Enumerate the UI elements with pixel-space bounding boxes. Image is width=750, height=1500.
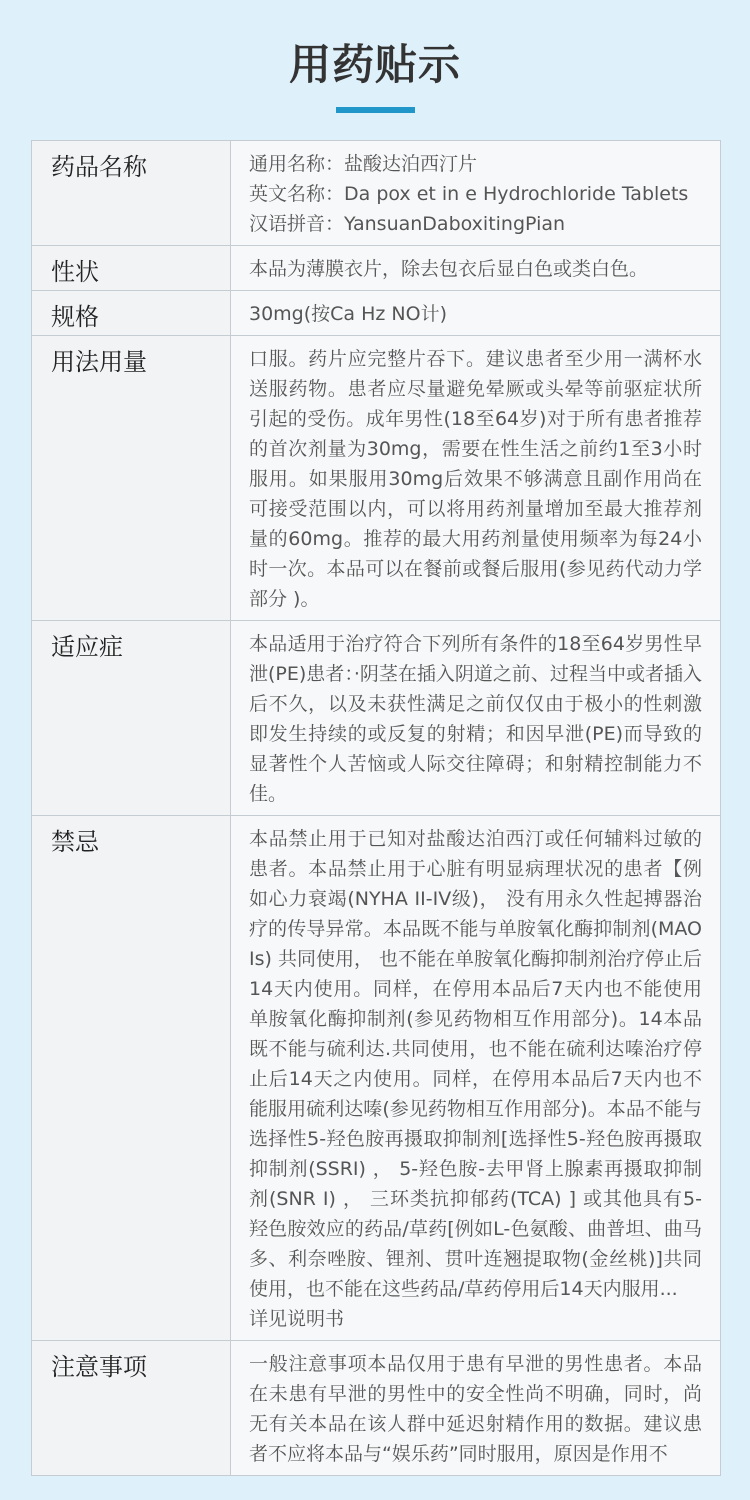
row-value — [231, 816, 721, 1341]
row-label: 规格 — [32, 291, 231, 336]
row-drug-name — [32, 141, 721, 246]
row-value: 一般注意事项本品仅用于患有早泄的男性患者。本品在未患有早泄的男性中的安全性尚不明确，同时，尚无有关本品在该人群中延迟射精作用的数据。建议患者不应将本品与“娱乐药”同时服用，原因是作用不 — [231, 1341, 721, 1476]
row-label: 药品名称 — [32, 141, 231, 246]
row-value: 30mg(按Ca Hz NO计) — [231, 291, 721, 336]
pinyin-name: 汉语拼音：YansuanDaboxitingPian — [249, 213, 566, 235]
drug-info-table — [31, 140, 721, 1476]
title-underline — [336, 107, 415, 113]
row-appearance — [32, 246, 721, 291]
row-value: 本品适用于治疗符合下列所有条件的18至64岁男性早泄(PE)患者：·阴茎在插入阴道之前、过程当中或者插入后不久，以及未获性满足之前仅仅由于极小的性刺激即发生持续的或反复的射精；和因早泄(PE)而导致的显著性个人苦恼或人际交往障碍；和射精控制能力不佳。 — [231, 621, 721, 816]
row-label: 注意事项 — [32, 1341, 231, 1476]
row-dosage — [32, 336, 721, 621]
row-precautions — [32, 1341, 721, 1476]
page-header — [0, 0, 750, 140]
row-value: 本品为薄膜衣片，除去包衣后显白色或类白色。 — [231, 246, 721, 291]
row-contraindications — [32, 816, 721, 1341]
page-title: 用药贴示 — [288, 40, 461, 89]
see-manual-text: 详见说明书 — [249, 1308, 345, 1330]
row-indications — [32, 621, 721, 816]
row-label: 适应症 — [32, 621, 231, 816]
english-name: 英文名称：Da pox et in e Hydrochloride Tablets — [249, 183, 689, 205]
row-specification — [32, 291, 721, 336]
row-value: 口服。药片应完整片吞下。建议患者至少用一满杯水送服药物。患者应尽量避免晕厥或头晕等前驱症状所引起的受伤。成年男性(18至64岁)对于所有患者推荐的首次剂量为30mg，需要在性生活之前约1至3小时服用。如果服用30mg后效果不够满意且副作用尚在可接受范围以内，可以将用药剂量增加至最大推荐剂量的60mg。推荐的最大用药剂量使用频率为每24小时一次。本品可以在餐前或餐后服用(参见药代动力学部分 )。 — [231, 336, 721, 621]
row-label: 禁忌 — [32, 816, 231, 1341]
generic-name: 通用名称：盐酸达泊西汀片 — [249, 153, 478, 175]
row-label: 性状 — [32, 246, 231, 291]
row-value — [231, 141, 721, 246]
contraindications-text: 本品禁止用于已知对盐酸达泊西汀或任何辅料过敏的患者。本品禁止用于心脏有明显病理状况的患者【例如心力衰竭(NYHA II-IV级)， 没有用永久性起搏器治疗的传导异常。本品既不能与单胺氧化酶抑制剂(MAOIs) 共同使用， 也不能在单胺氧化酶抑制剂治疗停止后14天内使用。同样，在停用本品后7天内也不能使用单胺氧化酶抑制剂(参见药物相互作用部分)。14本品既不能与硫利达.共同使用，也不能在硫利达嗪治疗停止后14天之内使用。同样，在停用本品后7天内也不能服用硫利达嗪(参见药物相互作用部分)。本品不能与选择性5-羟色胺再摄取抑制剂[选择性5-羟色胺再摄取抑制剂(SSRI) ， 5-羟色胺-去甲肾上腺素再摄取抑制剂(SNR I) ， 三环类抗抑郁药(TCA) ] 或其他具有5-羟色胺效应的药品/草药[例如L-色氨酸、曲普坦、曲马多、利奈唑胺、锂剂、贯叶连翘提取物(金丝桃)]共同使用，也不能在这些药品/草药停用后14天内服用... — [249, 828, 702, 1300]
row-label: 用法用量 — [32, 336, 231, 621]
